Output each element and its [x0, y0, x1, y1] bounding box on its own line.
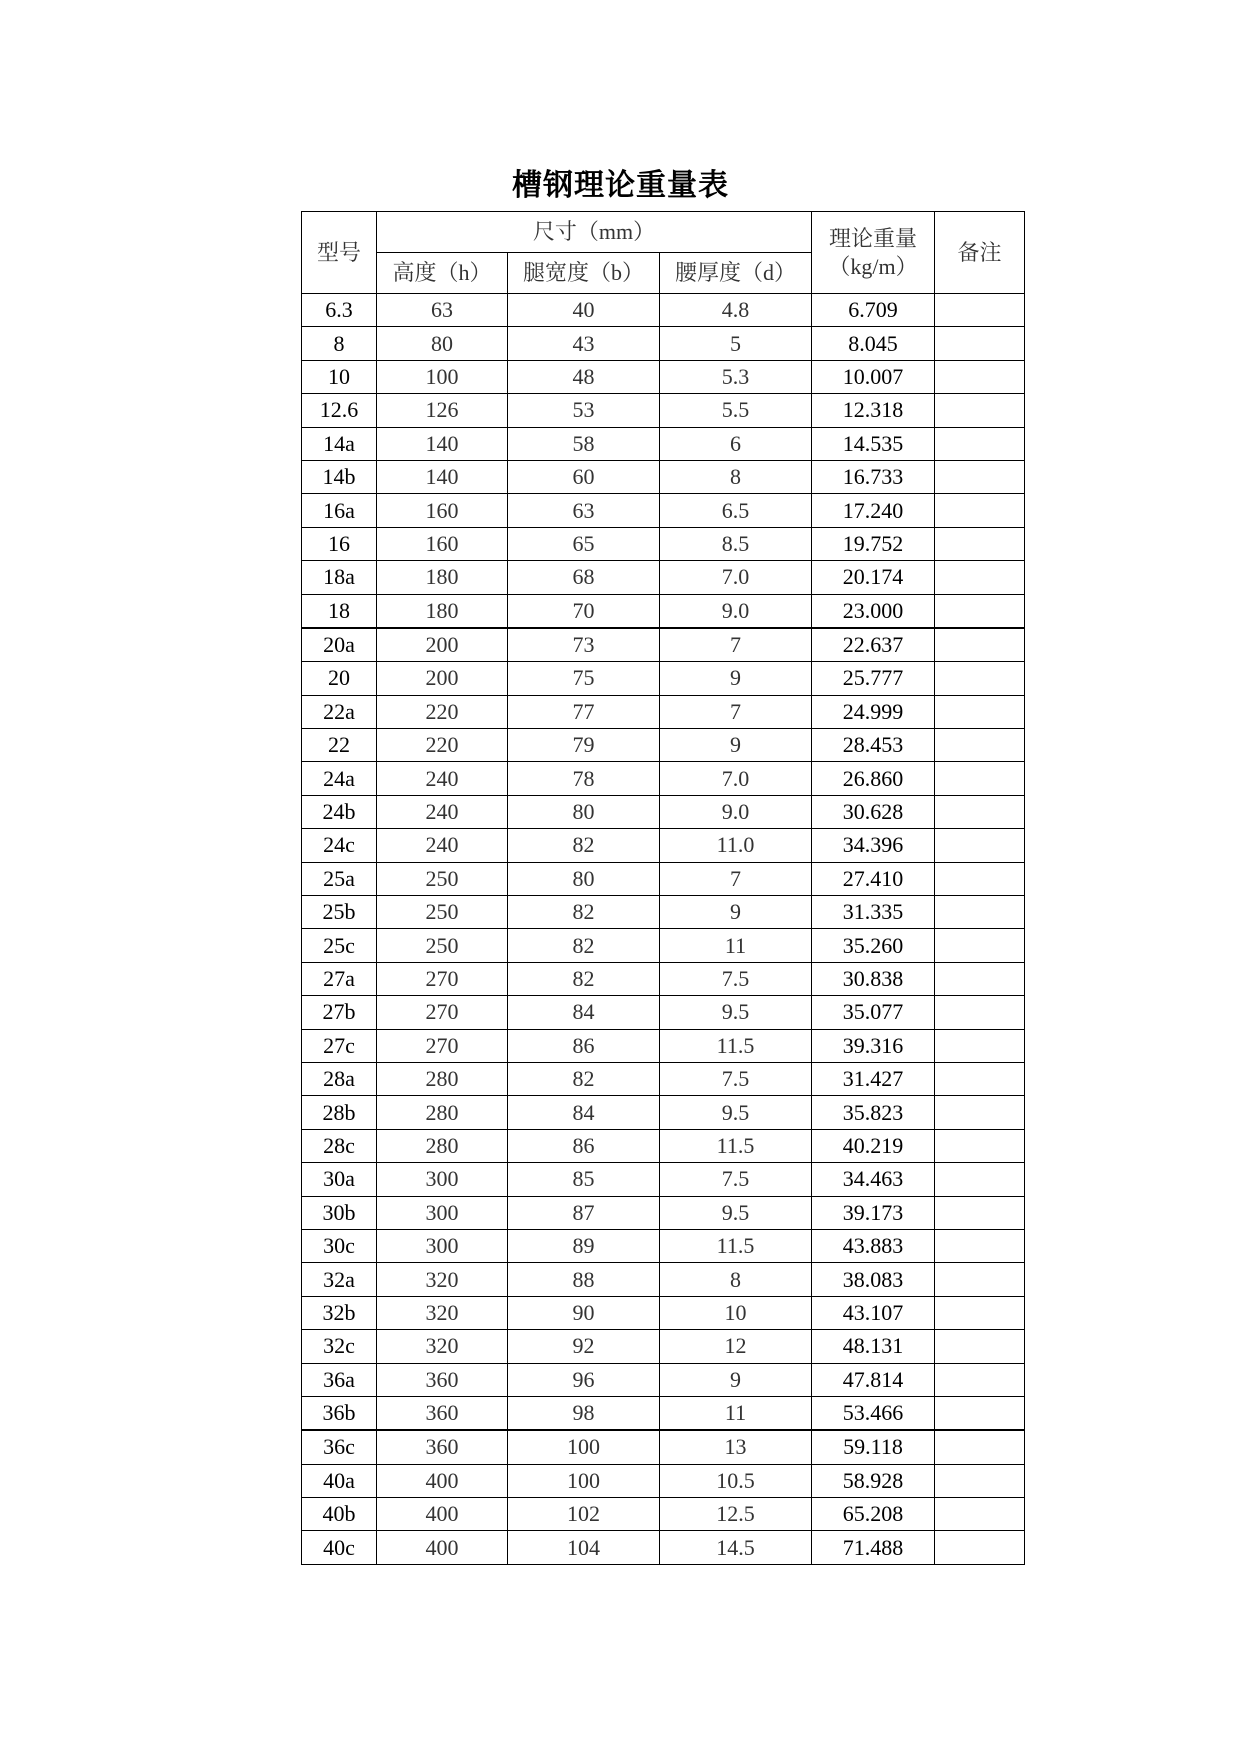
remark-cell	[935, 1129, 1025, 1162]
model-cell: 36b	[302, 1396, 377, 1430]
height-cell: 240	[377, 762, 508, 795]
header-weight-unit: （kg/m）	[828, 253, 918, 279]
leg-width-cell: 84	[508, 996, 660, 1029]
leg-width-cell: 70	[508, 594, 660, 628]
table-body	[302, 294, 1025, 1565]
model-cell: 30b	[302, 1196, 377, 1229]
table-row	[302, 695, 1025, 728]
weight-cell: 39.173	[812, 1196, 935, 1229]
remark-cell	[935, 327, 1025, 360]
remark-cell	[935, 1196, 1025, 1229]
leg-width-cell: 84	[508, 1096, 660, 1129]
model-cell: 20a	[302, 628, 377, 662]
height-cell: 300	[377, 1229, 508, 1262]
leg-width-cell: 53	[508, 394, 660, 427]
model-cell: 30a	[302, 1163, 377, 1196]
waist-thickness-cell: 5	[660, 327, 812, 360]
remark-cell	[935, 494, 1025, 527]
leg-width-cell: 86	[508, 1029, 660, 1062]
height-cell: 320	[377, 1263, 508, 1296]
remark-cell	[935, 1363, 1025, 1396]
header-weight	[812, 212, 935, 294]
remark-cell	[935, 996, 1025, 1029]
table-row	[302, 1330, 1025, 1363]
leg-width-cell: 75	[508, 662, 660, 695]
model-cell: 27c	[302, 1029, 377, 1062]
model-cell: 25a	[302, 862, 377, 895]
leg-width-cell: 40	[508, 294, 660, 327]
leg-width-cell: 85	[508, 1163, 660, 1196]
leg-width-cell: 77	[508, 695, 660, 728]
table-row	[302, 1196, 1025, 1229]
weight-cell: 47.814	[812, 1363, 935, 1396]
weight-cell: 10.007	[812, 360, 935, 393]
remark-cell	[935, 795, 1025, 828]
weight-cell: 31.427	[812, 1062, 935, 1095]
remark-cell	[935, 929, 1025, 962]
table-row	[302, 762, 1025, 795]
table-row	[302, 662, 1025, 695]
table-row	[302, 294, 1025, 327]
weight-cell: 23.000	[812, 594, 935, 628]
model-cell: 18	[302, 594, 377, 628]
table-row	[302, 594, 1025, 628]
weight-cell: 53.466	[812, 1396, 935, 1430]
table-row	[302, 1396, 1025, 1430]
model-cell: 27b	[302, 996, 377, 1029]
waist-thickness-cell: 5.5	[660, 394, 812, 427]
waist-thickness-cell: 7	[660, 695, 812, 728]
table-row	[302, 1029, 1025, 1062]
model-cell: 14b	[302, 460, 377, 493]
weight-cell: 27.410	[812, 862, 935, 895]
table-row	[302, 327, 1025, 360]
waist-thickness-cell: 11	[660, 929, 812, 962]
remark-cell	[935, 1263, 1025, 1296]
weight-cell: 28.453	[812, 729, 935, 762]
leg-width-cell: 82	[508, 929, 660, 962]
table-row	[302, 628, 1025, 662]
remark-cell	[935, 729, 1025, 762]
header-weight-label: 理论重量	[828, 225, 917, 251]
table-row	[302, 460, 1025, 493]
height-cell: 300	[377, 1196, 508, 1229]
weight-cell: 12.318	[812, 394, 935, 427]
model-cell: 16a	[302, 494, 377, 527]
height-cell: 270	[377, 996, 508, 1029]
waist-thickness-cell: 9	[660, 1363, 812, 1396]
height-cell: 400	[377, 1498, 508, 1531]
height-cell: 180	[377, 594, 508, 628]
table-row	[302, 896, 1025, 929]
model-cell: 6.3	[302, 294, 377, 327]
leg-width-cell: 104	[508, 1531, 660, 1564]
waist-thickness-cell: 8	[660, 1263, 812, 1296]
model-cell: 28c	[302, 1129, 377, 1162]
waist-thickness-cell: 8	[660, 460, 812, 493]
waist-thickness-cell: 7.5	[660, 1062, 812, 1095]
model-cell: 24c	[302, 829, 377, 862]
waist-thickness-cell: 9	[660, 729, 812, 762]
model-cell: 32b	[302, 1296, 377, 1329]
model-cell: 22a	[302, 695, 377, 728]
waist-thickness-cell: 8.5	[660, 527, 812, 560]
table-row	[302, 1163, 1025, 1196]
remark-cell	[935, 394, 1025, 427]
waist-thickness-cell: 5.3	[660, 360, 812, 393]
weight-cell: 8.045	[812, 327, 935, 360]
waist-thickness-cell: 7	[660, 862, 812, 895]
waist-thickness-cell: 4.8	[660, 294, 812, 327]
waist-thickness-cell: 11.0	[660, 829, 812, 862]
table-row	[302, 929, 1025, 962]
table-row	[302, 427, 1025, 460]
height-cell: 220	[377, 695, 508, 728]
leg-width-cell: 100	[508, 1464, 660, 1497]
header-leg-width: 腿宽度（b）	[508, 253, 660, 294]
weight-cell: 58.928	[812, 1464, 935, 1497]
leg-width-cell: 98	[508, 1396, 660, 1430]
leg-width-cell: 80	[508, 795, 660, 828]
remark-cell	[935, 360, 1025, 393]
waist-thickness-cell: 7.0	[660, 762, 812, 795]
model-cell: 27a	[302, 962, 377, 995]
weight-cell: 24.999	[812, 695, 935, 728]
height-cell: 300	[377, 1163, 508, 1196]
remark-cell	[935, 1062, 1025, 1095]
weight-cell: 30.838	[812, 962, 935, 995]
waist-thickness-cell: 6	[660, 427, 812, 460]
model-cell: 36a	[302, 1363, 377, 1396]
height-cell: 400	[377, 1464, 508, 1497]
model-cell: 28a	[302, 1062, 377, 1095]
remark-cell	[935, 862, 1025, 895]
table-row	[302, 1464, 1025, 1497]
table-row	[302, 1531, 1025, 1564]
remark-cell	[935, 427, 1025, 460]
waist-thickness-cell: 12	[660, 1330, 812, 1363]
waist-thickness-cell: 10	[660, 1296, 812, 1329]
height-cell: 270	[377, 1029, 508, 1062]
waist-thickness-cell: 14.5	[660, 1531, 812, 1564]
leg-width-cell: 80	[508, 862, 660, 895]
model-cell: 36c	[302, 1430, 377, 1464]
model-cell: 25b	[302, 896, 377, 929]
remark-cell	[935, 1330, 1025, 1363]
table-row	[302, 1062, 1025, 1095]
model-cell: 32a	[302, 1263, 377, 1296]
table-row	[302, 1430, 1025, 1464]
remark-cell	[935, 294, 1025, 327]
leg-width-cell: 87	[508, 1196, 660, 1229]
height-cell: 126	[377, 394, 508, 427]
remark-cell	[935, 561, 1025, 594]
leg-width-cell: 82	[508, 962, 660, 995]
remark-cell	[935, 1296, 1025, 1329]
leg-width-cell: 65	[508, 527, 660, 560]
waist-thickness-cell: 7.5	[660, 1163, 812, 1196]
weight-cell: 25.777	[812, 662, 935, 695]
remark-cell	[935, 896, 1025, 929]
table-row	[302, 829, 1025, 862]
waist-thickness-cell: 7.0	[660, 561, 812, 594]
height-cell: 240	[377, 829, 508, 862]
remark-cell	[935, 762, 1025, 795]
header-size-group: 尺寸（mm）	[377, 212, 812, 253]
model-cell: 30c	[302, 1229, 377, 1262]
leg-width-cell: 89	[508, 1229, 660, 1262]
waist-thickness-cell: 11.5	[660, 1229, 812, 1262]
table-row	[302, 394, 1025, 427]
weight-cell: 35.077	[812, 996, 935, 1029]
weight-cell: 35.823	[812, 1096, 935, 1129]
weight-cell: 43.107	[812, 1296, 935, 1329]
weight-cell: 39.316	[812, 1029, 935, 1062]
weight-cell: 34.463	[812, 1163, 935, 1196]
leg-width-cell: 82	[508, 829, 660, 862]
height-cell: 220	[377, 729, 508, 762]
height-cell: 250	[377, 929, 508, 962]
height-cell: 250	[377, 896, 508, 929]
remark-cell	[935, 1096, 1025, 1129]
table-row	[302, 795, 1025, 828]
weight-cell: 43.883	[812, 1229, 935, 1262]
height-cell: 100	[377, 360, 508, 393]
height-cell: 280	[377, 1062, 508, 1095]
leg-width-cell: 68	[508, 561, 660, 594]
table-row	[302, 1229, 1025, 1262]
weight-cell: 14.535	[812, 427, 935, 460]
remark-cell	[935, 527, 1025, 560]
model-cell: 40a	[302, 1464, 377, 1497]
model-cell: 18a	[302, 561, 377, 594]
weight-cell: 35.260	[812, 929, 935, 962]
leg-width-cell: 43	[508, 327, 660, 360]
weight-cell: 38.083	[812, 1263, 935, 1296]
remark-cell	[935, 1464, 1025, 1497]
table-row	[302, 360, 1025, 393]
model-cell: 28b	[302, 1096, 377, 1129]
leg-width-cell: 79	[508, 729, 660, 762]
leg-width-cell: 82	[508, 1062, 660, 1095]
weight-cell: 48.131	[812, 1330, 935, 1363]
remark-cell	[935, 1396, 1025, 1430]
leg-width-cell: 78	[508, 762, 660, 795]
waist-thickness-cell: 9	[660, 896, 812, 929]
leg-width-cell: 60	[508, 460, 660, 493]
weight-cell: 59.118	[812, 1430, 935, 1464]
waist-thickness-cell: 6.5	[660, 494, 812, 527]
waist-thickness-cell: 7	[660, 628, 812, 662]
remark-cell	[935, 460, 1025, 493]
remark-cell	[935, 1163, 1025, 1196]
remark-cell	[935, 594, 1025, 628]
remark-cell	[935, 1498, 1025, 1531]
table-row	[302, 527, 1025, 560]
height-cell: 80	[377, 327, 508, 360]
weight-cell: 20.174	[812, 561, 935, 594]
weight-cell: 65.208	[812, 1498, 935, 1531]
channel-steel-weight-table	[301, 211, 1025, 1565]
leg-width-cell: 82	[508, 896, 660, 929]
waist-thickness-cell: 9.5	[660, 996, 812, 1029]
weight-cell: 6.709	[812, 294, 935, 327]
remark-cell	[935, 662, 1025, 695]
table-row	[302, 729, 1025, 762]
table-row	[302, 1296, 1025, 1329]
model-cell: 16	[302, 527, 377, 560]
remark-cell	[935, 628, 1025, 662]
table-row	[302, 1498, 1025, 1531]
leg-width-cell: 102	[508, 1498, 660, 1531]
remark-cell	[935, 829, 1025, 862]
model-cell: 8	[302, 327, 377, 360]
height-cell: 200	[377, 628, 508, 662]
waist-thickness-cell: 12.5	[660, 1498, 812, 1531]
remark-cell	[935, 1430, 1025, 1464]
remark-cell	[935, 962, 1025, 995]
height-cell: 200	[377, 662, 508, 695]
weight-cell: 26.860	[812, 762, 935, 795]
page-title: 槽钢理论重量表	[512, 169, 729, 202]
weight-cell: 22.637	[812, 628, 935, 662]
leg-width-cell: 86	[508, 1129, 660, 1162]
weight-cell: 40.219	[812, 1129, 935, 1162]
waist-thickness-cell: 13	[660, 1430, 812, 1464]
height-cell: 180	[377, 561, 508, 594]
height-cell: 360	[377, 1430, 508, 1464]
model-cell: 10	[302, 360, 377, 393]
height-cell: 280	[377, 1096, 508, 1129]
table-row	[302, 996, 1025, 1029]
height-cell: 280	[377, 1129, 508, 1162]
leg-width-cell: 88	[508, 1263, 660, 1296]
model-cell: 24a	[302, 762, 377, 795]
header-height: 高度（h）	[377, 253, 508, 294]
weight-cell: 71.488	[812, 1531, 935, 1564]
leg-width-cell: 73	[508, 628, 660, 662]
waist-thickness-cell: 9.5	[660, 1096, 812, 1129]
model-cell: 20	[302, 662, 377, 695]
waist-thickness-cell: 11.5	[660, 1129, 812, 1162]
leg-width-cell: 63	[508, 494, 660, 527]
waist-thickness-cell: 9.0	[660, 594, 812, 628]
weight-cell: 31.335	[812, 896, 935, 929]
height-cell: 63	[377, 294, 508, 327]
waist-thickness-cell: 7.5	[660, 962, 812, 995]
height-cell: 140	[377, 427, 508, 460]
leg-width-cell: 96	[508, 1363, 660, 1396]
table-row	[302, 1096, 1025, 1129]
weight-cell: 17.240	[812, 494, 935, 527]
table-row	[302, 862, 1025, 895]
weight-cell: 30.628	[812, 795, 935, 828]
weight-cell: 34.396	[812, 829, 935, 862]
table-row	[302, 561, 1025, 594]
table-row	[302, 1129, 1025, 1162]
waist-thickness-cell: 10.5	[660, 1464, 812, 1497]
remark-cell	[935, 695, 1025, 728]
waist-thickness-cell: 11.5	[660, 1029, 812, 1062]
height-cell: 360	[377, 1396, 508, 1430]
model-cell: 12.6	[302, 394, 377, 427]
height-cell: 240	[377, 795, 508, 828]
model-cell: 22	[302, 729, 377, 762]
model-cell: 24b	[302, 795, 377, 828]
leg-width-cell: 58	[508, 427, 660, 460]
remark-cell	[935, 1029, 1025, 1062]
leg-width-cell: 92	[508, 1330, 660, 1363]
table-row	[302, 1363, 1025, 1396]
model-cell: 40b	[302, 1498, 377, 1531]
waist-thickness-cell: 9.5	[660, 1196, 812, 1229]
height-cell: 400	[377, 1531, 508, 1564]
waist-thickness-cell: 9	[660, 662, 812, 695]
height-cell: 250	[377, 862, 508, 895]
header-model: 型号	[302, 212, 377, 294]
remark-cell	[935, 1531, 1025, 1564]
weight-cell: 16.733	[812, 460, 935, 493]
table-row	[302, 962, 1025, 995]
height-cell: 160	[377, 494, 508, 527]
leg-width-cell: 100	[508, 1430, 660, 1464]
height-cell: 160	[377, 527, 508, 560]
model-cell: 25c	[302, 929, 377, 962]
waist-thickness-cell: 9.0	[660, 795, 812, 828]
leg-width-cell: 90	[508, 1296, 660, 1329]
header-remark: 备注	[935, 212, 1025, 294]
height-cell: 320	[377, 1296, 508, 1329]
model-cell: 32c	[302, 1330, 377, 1363]
remark-cell	[935, 1229, 1025, 1262]
weight-cell: 19.752	[812, 527, 935, 560]
model-cell: 14a	[302, 427, 377, 460]
model-cell: 40c	[302, 1531, 377, 1564]
header-waist-thickness: 腰厚度（d）	[660, 253, 812, 294]
waist-thickness-cell: 11	[660, 1396, 812, 1430]
leg-width-cell: 48	[508, 360, 660, 393]
height-cell: 140	[377, 460, 508, 493]
height-cell: 320	[377, 1330, 508, 1363]
height-cell: 270	[377, 962, 508, 995]
table-row	[302, 1263, 1025, 1296]
height-cell: 360	[377, 1363, 508, 1396]
table-row	[302, 494, 1025, 527]
